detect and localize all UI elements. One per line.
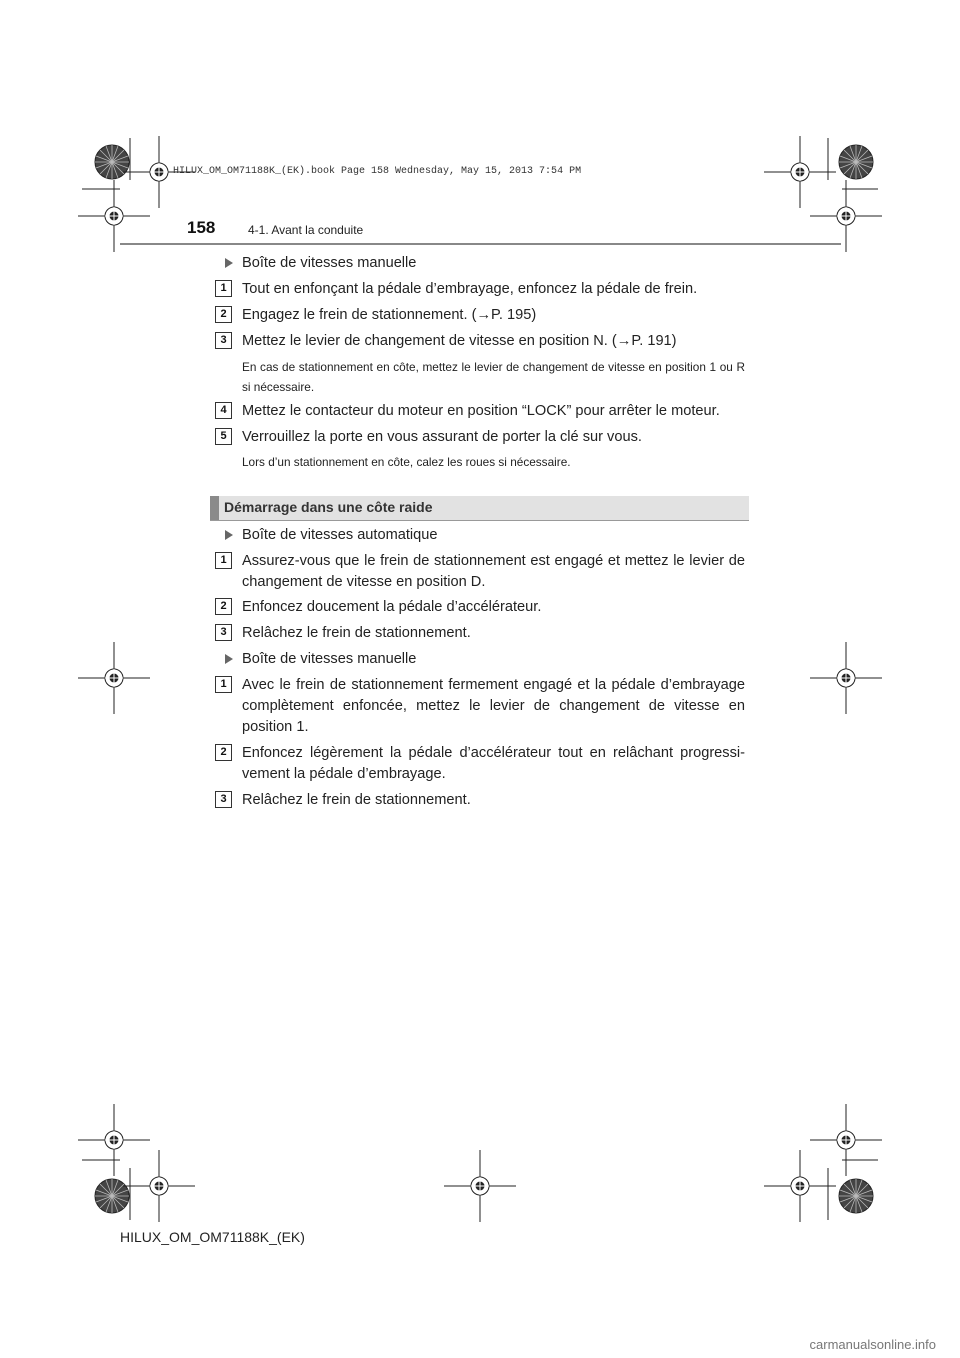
step-number-badge: 3: [215, 624, 232, 641]
step-number-badge: 2: [215, 598, 232, 615]
triangle-bullet-icon: [225, 654, 233, 664]
watermark: carmanualsonline.info: [809, 1337, 936, 1352]
step-number-badge: 1: [215, 552, 232, 569]
footer-code: HILUX_OM_OM71188K_(EK): [120, 1229, 305, 1245]
step-number-badge: 4: [215, 402, 232, 419]
header-rule: [120, 243, 841, 245]
step-number-badge: 1: [215, 280, 232, 297]
section-heading: Démarrage dans une côte raide: [224, 499, 433, 515]
step-number-badge: 2: [215, 744, 232, 761]
step-number-badge: 1: [215, 676, 232, 693]
step-number-badge: 3: [215, 791, 232, 808]
print-info-line: HILUX_OM_OM71188K_(EK).book Page 158 Wednesday, May 15, 2013 7:54 PM: [173, 166, 582, 177]
triangle-bullet-icon: [225, 258, 233, 268]
step-number-badge: 3: [215, 332, 232, 349]
heading-accent-bar: [210, 496, 219, 520]
page-number: 158: [187, 218, 216, 237]
section-heading-bar: [210, 496, 749, 521]
triangle-bullet-icon: [225, 530, 233, 540]
step-number-badge: 2: [215, 306, 232, 323]
step-number-badge: 5: [215, 428, 232, 445]
section-title: 4-1. Avant la conduite: [248, 223, 364, 237]
